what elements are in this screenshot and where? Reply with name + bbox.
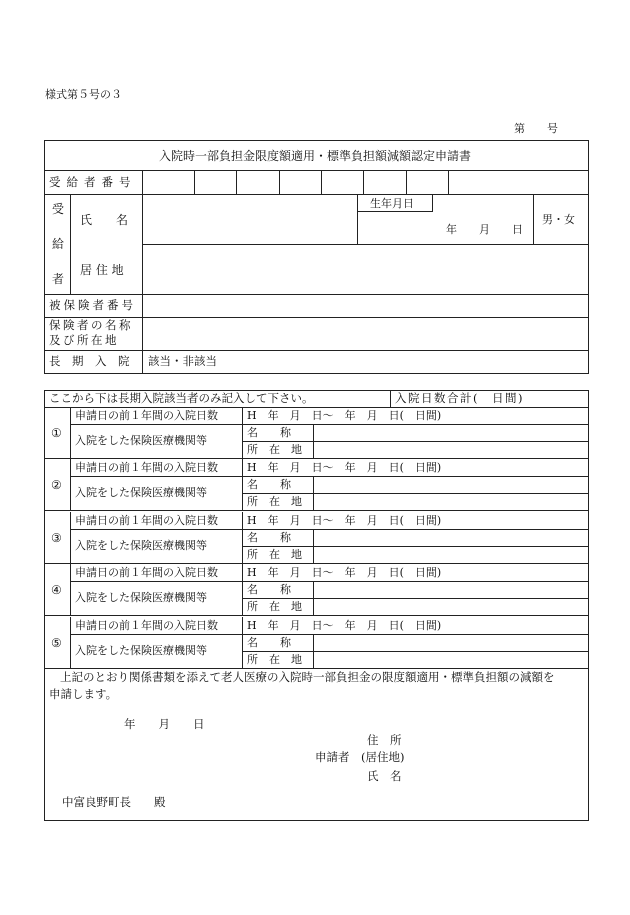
period-field[interactable]: H 年 月 日～ 年 月 日( 日間) — [247, 566, 442, 579]
recipient-number-boxes[interactable] — [143, 171, 448, 194]
institution-address-label: 所 在 地 — [247, 600, 302, 613]
application-date[interactable]: 年 月 日 — [124, 717, 205, 731]
institution-name-label: 名 称 — [247, 426, 291, 439]
institution-address-field[interactable] — [314, 599, 588, 615]
long-stay-label: 長 期 入 院 — [49, 354, 130, 368]
row-divider — [44, 615, 589, 616]
institution-label: 入院をした保険医療機関等 — [75, 539, 207, 552]
institution-address-label: 所 在 地 — [247, 548, 302, 561]
col-divider — [242, 407, 243, 459]
declaration-line-2: 申請します。 — [49, 687, 118, 701]
addressee: 中富良野町長 殿 — [62, 795, 166, 809]
insured-number-field[interactable] — [143, 295, 588, 317]
institution-label: 入院をした保険医療機関等 — [75, 591, 207, 604]
days-label: 申請日の前１年間の入院日数 — [75, 566, 218, 579]
entry-number: ④ — [51, 583, 62, 597]
form-title: 入院時一部負担金限度額適用・標準負担額減額認定申請書 — [158, 149, 471, 163]
col-divider — [70, 407, 71, 459]
col-divider — [70, 459, 71, 511]
document-number: 第 号 — [514, 122, 558, 135]
period-field[interactable]: H 年 月 日～ 年 月 日( 日間) — [247, 461, 442, 474]
institution-address-field[interactable] — [314, 652, 588, 668]
days-label: 申請日の前１年間の入院日数 — [75, 619, 218, 632]
institution-name-label: 名 称 — [247, 583, 291, 596]
row-divider — [44, 458, 589, 459]
applicant-label: 申請者 (居住地) — [315, 750, 405, 764]
institution-address-label: 所 在 地 — [247, 653, 302, 666]
birthdate-label: 生年月日 — [370, 197, 414, 210]
institution-label: 入院をした保険医療機関等 — [75, 434, 207, 447]
institution-name-field[interactable] — [314, 582, 588, 598]
recipient-side-3: 者 — [52, 272, 65, 286]
row-divider — [44, 563, 589, 564]
period-field[interactable]: H 年 月 日～ 年 月 日( 日間) — [247, 514, 442, 527]
name-field[interactable] — [143, 195, 357, 244]
period-field[interactable]: H 年 月 日～ 年 月 日( 日間) — [247, 409, 442, 422]
address-label: 居 住 地 — [80, 263, 124, 277]
institution-name-label: 名 称 — [247, 478, 291, 491]
days-label: 申請日の前１年間の入院日数 — [75, 514, 218, 527]
applicant-address-label: 住 所 — [367, 733, 402, 747]
long-stay-select[interactable]: 該当・非該当 — [148, 354, 217, 368]
institution-label: 入院をした保険医療機関等 — [75, 644, 207, 657]
institution-name-field[interactable] — [314, 530, 588, 546]
entry-number: ② — [51, 478, 62, 492]
row-divider — [44, 510, 589, 511]
recipient-number-label: 受給者番号 — [49, 175, 137, 189]
insurer-field[interactable] — [143, 318, 588, 350]
insurer-label-2: 及び所在地 — [49, 333, 119, 347]
col-divider — [70, 617, 71, 669]
name-label: 氏 名 — [80, 213, 129, 227]
days-label: 申請日の前１年間の入院日数 — [75, 409, 218, 422]
insured-number-label: 被保険者番号 — [49, 298, 136, 312]
institution-address-field[interactable] — [314, 442, 588, 458]
institution-address-label: 所 在 地 — [247, 443, 302, 456]
days-label: 申請日の前１年間の入院日数 — [75, 461, 218, 474]
institution-name-label: 名 称 — [247, 531, 291, 544]
applicant-name-label: 氏 名 — [367, 769, 402, 783]
entry-number: ③ — [51, 531, 62, 545]
gender-select[interactable]: 男・女 — [542, 213, 575, 226]
form-number: 様式第５号の３ — [45, 88, 122, 101]
col-divider — [242, 564, 243, 616]
institution-label: 入院をした保険医療機関等 — [75, 486, 207, 499]
recipient-side-1: 受 — [52, 202, 65, 216]
period-field[interactable]: H 年 月 日～ 年 月 日( 日間) — [247, 619, 442, 632]
col-divider — [70, 512, 71, 564]
entry-number: ⑤ — [51, 636, 62, 650]
address-field[interactable] — [143, 245, 588, 294]
institution-address-field[interactable] — [314, 547, 588, 563]
col-divider — [242, 459, 243, 511]
institution-name-label: 名 称 — [247, 636, 291, 649]
declaration-line-1: 上記のとおり関係書類を添えて老人医療の入院時一部負担金の限度額適用・標準負担額の減額を — [60, 670, 555, 684]
entry-number: ① — [51, 426, 62, 440]
recipient-side-2: 給 — [52, 237, 65, 251]
institution-address-field[interactable] — [314, 494, 588, 510]
institution-name-field[interactable] — [314, 477, 588, 493]
institution-name-field[interactable] — [314, 635, 588, 651]
instruction-text: ここから下は長期入院該当者のみ記入して下さい。 — [49, 391, 314, 405]
col-divider — [242, 512, 243, 564]
institution-name-field[interactable] — [314, 425, 588, 441]
col-divider — [242, 617, 243, 669]
institution-address-label: 所 在 地 — [247, 495, 302, 508]
birthdate-value[interactable]: 年 月 日 — [446, 223, 523, 236]
total-days-label: 入院日数合計( 日間) — [395, 391, 524, 405]
insurer-label-1: 保険者の名称 — [49, 318, 133, 332]
col-divider — [70, 564, 71, 616]
